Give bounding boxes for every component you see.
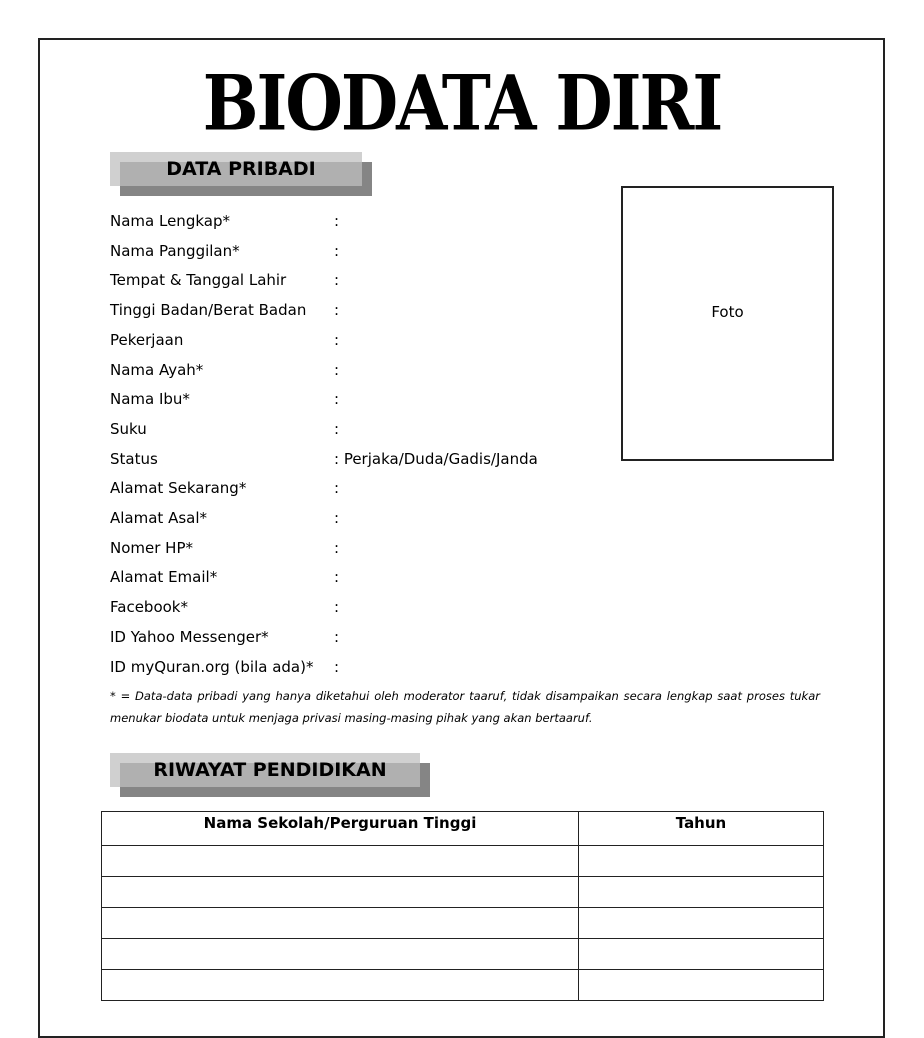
field-label: Tinggi Badan/Berat Badan [110,301,307,320]
field-value[interactable]: : [334,538,340,557]
field-label: Nama Ayah* [110,360,204,379]
table-cell[interactable] [102,846,579,877]
section-header-education [110,753,430,797]
field-value[interactable]: : [334,271,340,290]
column-header: Tahun [579,812,824,846]
table-cell[interactable] [579,939,824,970]
field-label: Suku [110,419,147,438]
table-cell[interactable] [102,939,579,970]
table-row [102,908,824,939]
field-label: Nomer HP* [110,538,193,557]
field-label: ID Yahoo Messenger* [110,627,269,646]
table-cell[interactable] [102,877,579,908]
photo-placeholder [621,186,834,461]
field-label: Alamat Sekarang* [110,479,247,498]
table-row [102,877,824,908]
field-value[interactable]: : [334,419,340,438]
field-label: Status [110,449,158,468]
section-title: RIWAYAT PENDIDIKAN [153,759,387,781]
field-label: Facebook* [110,598,188,617]
field-value[interactable]: : Perjaka/Duda/Gadis/Janda [334,449,538,468]
field-label: ID myQuran.org (bila ada)* [110,657,314,676]
section-title: DATA PRIBADI [166,158,316,180]
field-value[interactable]: : [334,241,340,260]
column-header: Nama Sekolah/Perguruan Tinggi [102,812,579,846]
field-value[interactable]: : [334,568,340,587]
field-value[interactable]: : [334,212,340,230]
field-label: Nama Ibu* [110,390,190,409]
field-value[interactable]: : [334,627,340,646]
field-label: Nama Panggilan* [110,241,240,260]
field-label: Alamat Email* [110,568,218,587]
page-title: BIODATA DIRI [202,58,722,148]
field-label: Tempat & Tanggal Lahir [110,271,287,290]
table-row [102,970,824,1001]
field-value[interactable]: : [334,360,340,379]
field-label: Nama Lengkap* [110,212,230,230]
field-value[interactable]: : [334,301,340,320]
table-cell[interactable] [579,908,824,939]
section-header-personal [110,152,372,196]
field-value[interactable]: : [334,657,340,676]
table-row [102,846,824,877]
field-value[interactable]: : [334,509,340,527]
education-table [101,811,824,1001]
footnote: * = Data-data pribadi yang hanya diketahui oleh moderator taaruf, tidak disampaikan secara lengkap saat proses tukar menukar biodata untuk menjaga privasi masing-masing pihak yang akan bertaaruf. [110,689,820,725]
table-cell[interactable] [579,846,824,877]
field-value[interactable]: : [334,330,340,349]
field-label: Pekerjaan [110,330,184,349]
table-cell[interactable] [579,877,824,908]
field-value[interactable]: : [334,390,340,409]
field-value[interactable]: : [334,479,340,498]
photo-label: Foto [711,302,744,321]
field-value[interactable]: : [334,598,340,617]
table-cell[interactable] [579,970,824,1001]
table-cell[interactable] [102,908,579,939]
field-label: Alamat Asal* [110,509,208,527]
table-row [102,939,824,970]
table-cell[interactable] [102,970,579,1001]
